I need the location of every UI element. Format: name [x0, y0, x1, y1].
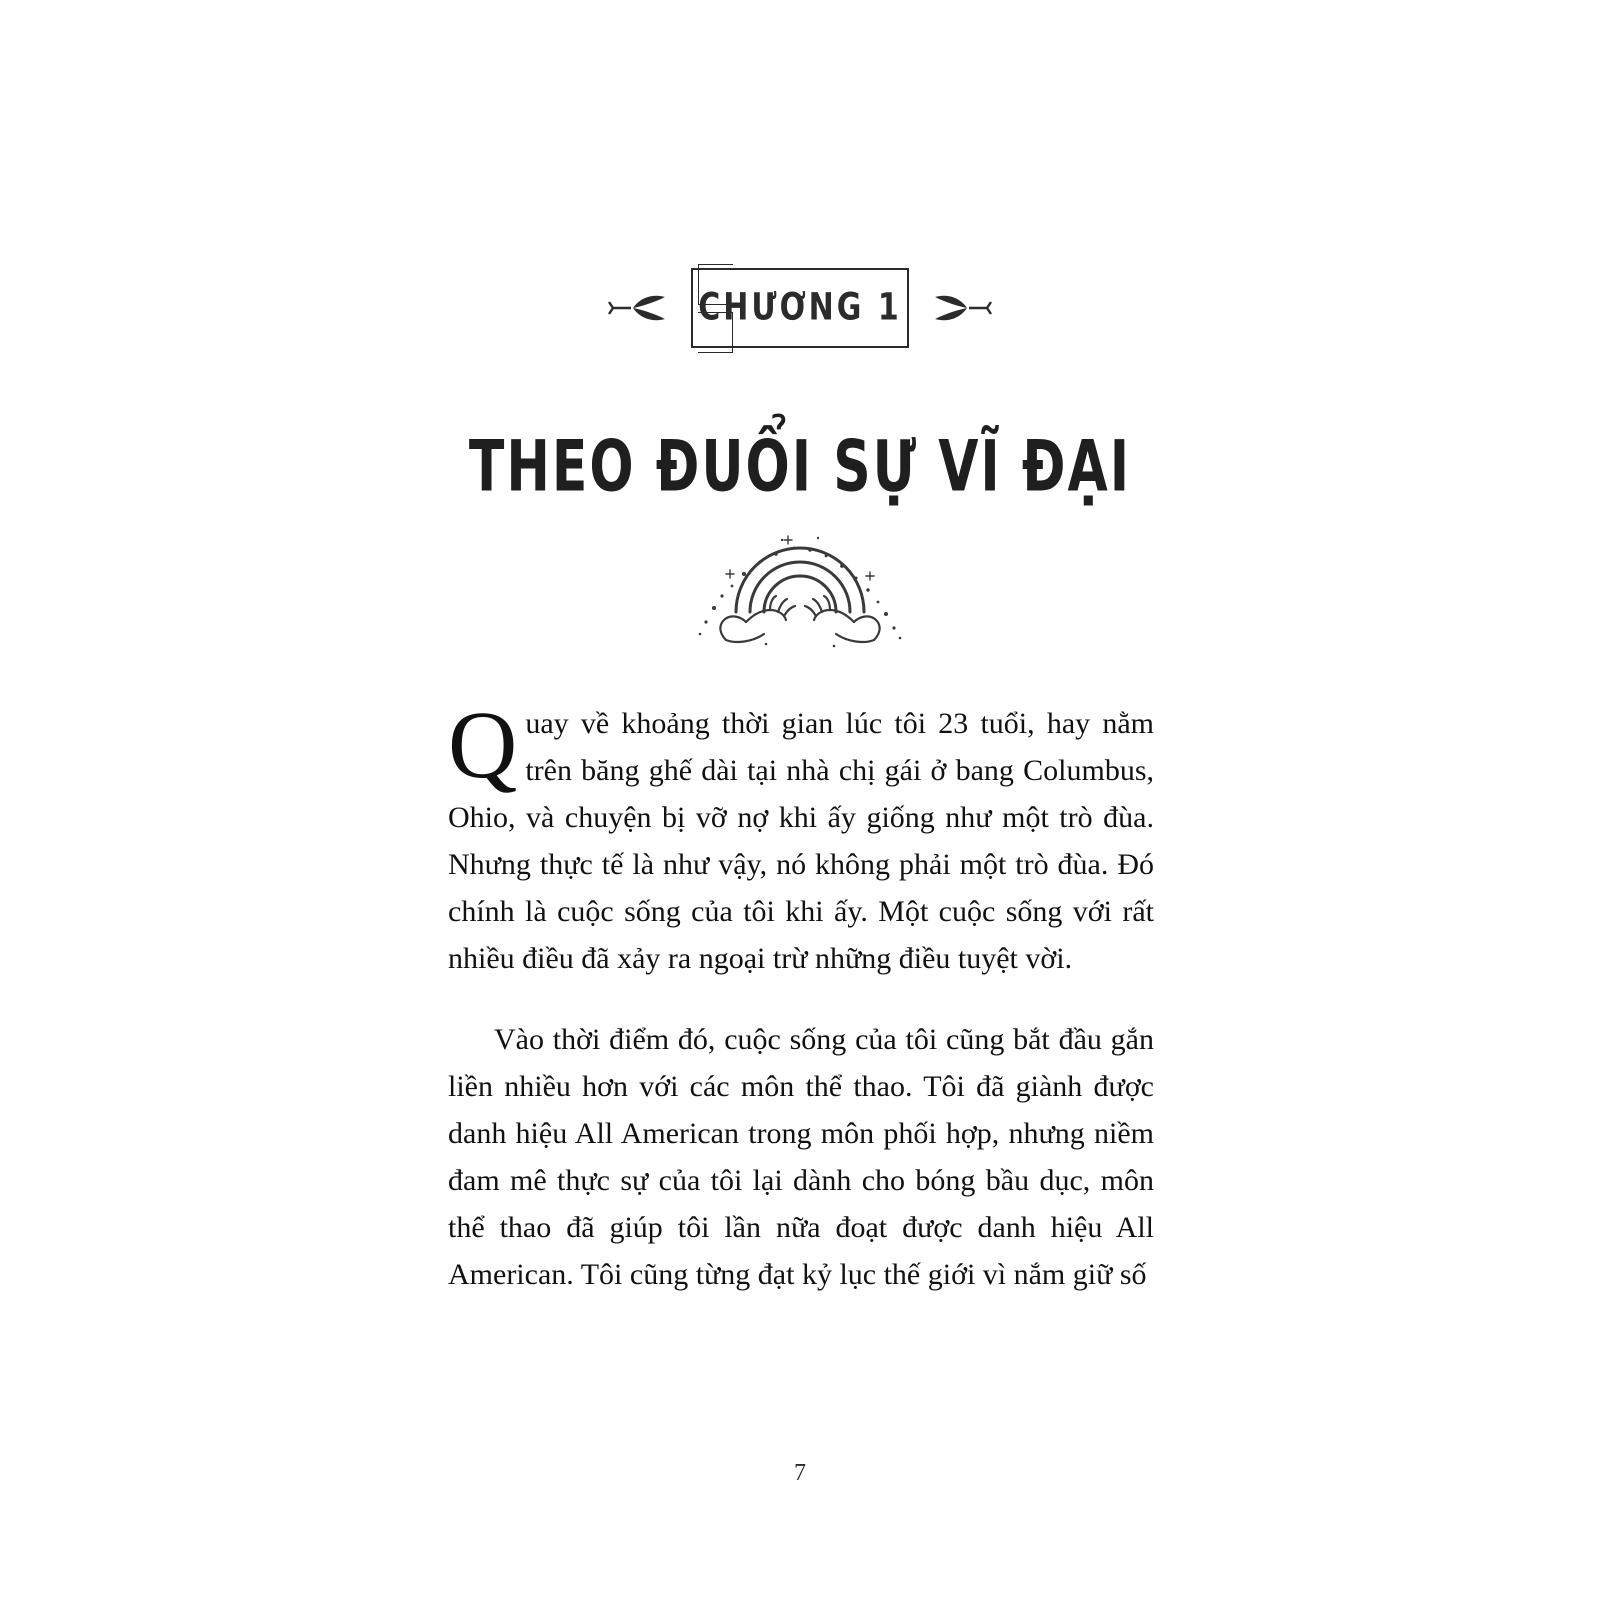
page-number: 7 [794, 1460, 806, 1486]
flourish-left-icon [607, 288, 669, 328]
paragraph-2: Vào thời điểm đó, cuộc sống của tôi cũng bắt đầu gắn liền nhiều hơn với các môn thể thao. Tôi đã giành được danh hiệu All American trong môn phối hợp, nhưng niềm đam mê thực sự của tôi lại dành cho bóng bầu dục, môn thể thao đã giúp tôi lần nữa đoạt được danh hiệu All American. Tôi cũng từng đạt kỷ lục thế giới vì nắm giữ số [448, 1023, 1154, 1291]
drop-cap: Q [448, 691, 518, 798]
chapter-label-box [691, 268, 908, 348]
paragraph-1-text: uay về khoảng thời gian lúc tôi 23 tuổi, hay nằm trên băng ghế dài tại nhà chị gái ở bang Columbus, Ohio, và chuyện bị vỡ nợ khi ấy giống như một trò đùa. Nhưng thực tế là như vậy, nó không phải một trò đùa. Đó chính là cuộc sống của tôi khi ấy. Một cuộc sống với rất nhiều điều đã xảy ra ngoại trừ những điều tuyệt vời. [448, 707, 1154, 975]
chapter-title: THEO ĐUỔI SỰ VĨ ĐẠI [468, 426, 1132, 508]
chapter-label-box-inner [698, 264, 901, 353]
flourish-right-icon [931, 288, 993, 328]
chapter-ornament [0, 500, 1600, 660]
chapter-label-text: CHƯƠNG 1 [698, 285, 902, 330]
body-text-column [448, 691, 1154, 1332]
chapter-label-row [0, 268, 1600, 348]
paragraph-1 [448, 691, 1154, 982]
